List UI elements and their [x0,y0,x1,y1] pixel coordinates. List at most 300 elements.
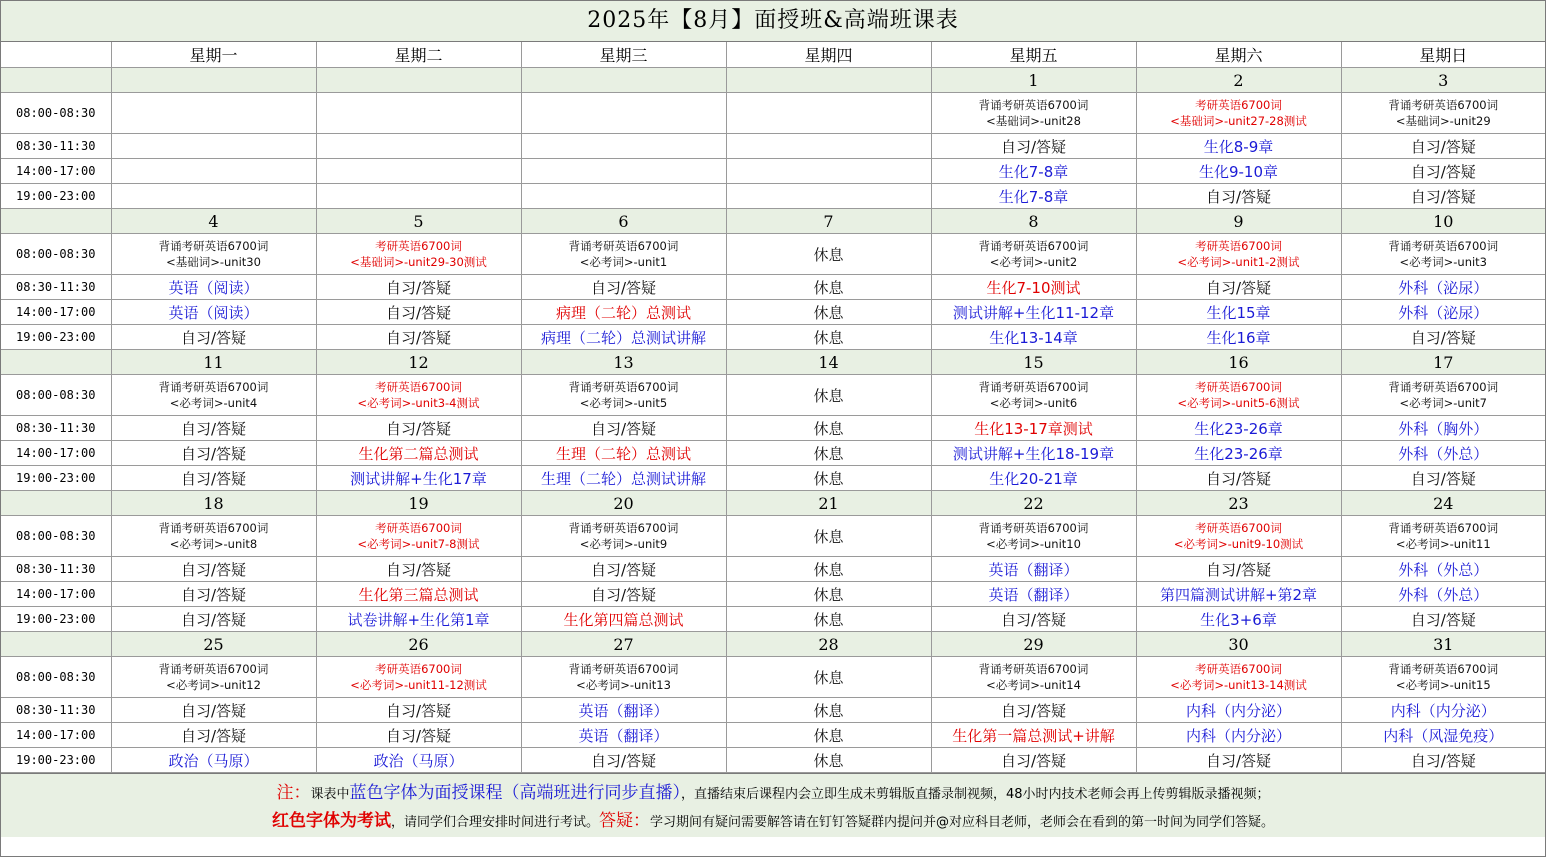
schedule-cell [521,184,726,209]
cell-line-title: 考研英语6700词 [1195,662,1282,676]
cell-line-sub: <必考词>-unit3-4测试 [357,396,480,410]
cell-text: 自习/答疑 [1410,162,1476,181]
note-label: 注： [276,783,311,803]
time-slot-row [1,159,1545,184]
weekday-header: 星期一 [111,42,316,68]
cell-text: 自习/答疑 [590,560,657,579]
cell-line-sub: <必考词>-unit2 [989,255,1078,269]
time-slot-label: 08:00-08:30 [1,234,111,275]
schedule-cell [726,557,931,582]
cell-text: 外科（胸外） [1398,419,1489,438]
schedule-cell [931,234,1136,275]
schedule-cell [931,275,1136,300]
cell-line-sub: <基础词>-unit30 [166,255,261,269]
schedule-cell [1136,275,1341,300]
corner-cell [1,42,111,68]
cell-line-title: 考研英语6700词 [375,239,462,253]
schedule-cell [111,93,316,134]
time-slot-row [1,234,1545,275]
schedule-cell [1136,159,1341,184]
cell-text: 自习/答疑 [180,701,247,720]
date-cell: 24 [1341,491,1545,516]
date-row [1,491,1545,516]
time-slot-row [1,416,1545,441]
schedule-cell [316,159,521,184]
cell-text: 英语（阅读） [168,278,259,297]
schedule-cell [931,582,1136,607]
schedule-cell [931,723,1136,748]
date-cell [726,68,931,93]
cell-line-title: 背诵考研英语6700词 [1388,98,1499,112]
cell-line-title: 考研英语6700词 [1195,380,1282,394]
schedule-cell [521,93,726,134]
cell-line-sub: <必考词>-unit14 [986,678,1081,692]
schedule-cell [111,416,316,441]
cell-text: 自习/答疑 [1205,560,1272,579]
time-slot-label: 14:00-17:00 [1,159,111,184]
schedule-cell [316,698,521,723]
schedule-cell [111,234,316,275]
schedule-table [1,42,1545,773]
date-cell: 10 [1341,209,1545,234]
cell-line-sub: <必考词>-unit7 [1399,396,1488,410]
cell-line-sub: <必考词>-unit13 [576,678,671,692]
date-cell: 29 [931,632,1136,657]
schedule-cell [316,723,521,748]
date-cell: 3 [1341,68,1545,93]
schedule-cell [726,275,931,300]
cell-line-sub: <必考词>-unit1 [579,255,668,269]
cell-line-sub: <必考词>-unit1-2测试 [1177,255,1300,269]
cell-line-sub: <必考词>-unit8 [169,537,258,551]
date-row [1,209,1545,234]
schedule-cell [726,723,931,748]
schedule-cell [1341,300,1545,325]
cell-text: 政治（马原） [168,751,259,770]
cell-text: 自习/答疑 [180,469,247,488]
schedule-cell [1136,557,1341,582]
cell-line-sub: <必考词>-unit5 [579,396,668,410]
time-slot-label: 08:30-11:30 [1,698,111,723]
cell-text: 英语（翻译） [988,560,1079,579]
cell-line-title: 考研英语6700词 [375,662,462,676]
schedule-cell [111,325,316,350]
schedule-cell [1136,375,1341,416]
schedule-cell [111,275,316,300]
cell-text: 生化第一篇总测试+讲解 [952,726,1115,745]
time-slot-row [1,557,1545,582]
schedule-cell [521,557,726,582]
cell-text: 试卷讲解+生化第1章 [347,610,490,629]
schedule-cell [1136,134,1341,159]
schedule-cell [1341,607,1545,632]
schedule-cell [726,441,931,466]
schedule-cell [316,234,521,275]
weekday-header: 星期二 [316,42,521,68]
schedule-cell [316,607,521,632]
note-red-legend: 红色字体为考试 [271,811,391,831]
schedule-cell [931,516,1136,557]
cell-text: 自习/答疑 [1410,610,1476,629]
cell-text: 休息 [813,386,844,405]
schedule-cell [726,416,931,441]
schedule-cell [931,748,1136,773]
schedule-cell [111,441,316,466]
cell-text: 休息 [813,245,844,264]
date-cell: 21 [726,491,931,516]
time-slot-label: 19:00-23:00 [1,466,111,491]
schedule-cell [1136,300,1341,325]
cell-line-title: 背诵考研英语6700词 [568,239,679,253]
cell-line-title: 背诵考研英语6700词 [1388,662,1499,676]
schedule-cell [111,657,316,698]
date-cell: 1 [931,68,1136,93]
schedule-cell [1341,698,1545,723]
date-cell: 30 [1136,632,1341,657]
schedule-cell [1136,748,1341,773]
cell-text: 自习/答疑 [1000,751,1067,770]
cell-text: 休息 [813,560,844,579]
cell-text: 自习/答疑 [180,610,247,629]
note-text-b: ，直播结束后课程内会立即生成未剪辑版直播录制视频，48小时内技术老师会再上传剪辑版录播视频； [680,787,1270,802]
cell-text: 内科（内分泌） [1185,701,1291,720]
cell-text: 自习/答疑 [590,585,657,604]
time-slot-label: 14:00-17:00 [1,441,111,466]
schedule-cell [726,748,931,773]
cell-text: 第四篇测试讲解+第2章 [1159,585,1318,604]
time-slot-label: 08:30-11:30 [1,275,111,300]
cell-line-sub: <必考词>-unit11 [1395,537,1491,551]
cell-text: 自习/答疑 [385,560,452,579]
time-slot-label: 19:00-23:00 [1,607,111,632]
cell-text: 外科（外总） [1398,444,1489,463]
cell-text: 生化8-9章 [1203,137,1274,156]
cell-text: 自习/答疑 [1000,137,1067,156]
cell-line-sub: <必考词>-unit9-10测试 [1173,537,1304,551]
date-cell: 28 [726,632,931,657]
schedule-cell [111,607,316,632]
cell-text: 英语（翻译） [578,726,669,745]
cell-text: 英语（翻译） [988,585,1079,604]
schedule-cell [1341,375,1545,416]
schedule-cell [521,466,726,491]
date-cell [316,68,521,93]
cell-line-sub: <必考词>-unit4 [169,396,258,410]
date-cell: 16 [1136,350,1341,375]
cell-text: 生化第四篇总测试 [563,610,684,629]
schedule-cell [1136,516,1341,557]
date-cell [521,68,726,93]
schedule-cell [1341,184,1545,209]
cell-text: 生化9-10章 [1198,162,1279,181]
time-slot-row [1,275,1545,300]
time-slot-label: 14:00-17:00 [1,723,111,748]
cell-line-sub: <必考词>-unit9 [579,537,668,551]
schedule-cell [316,516,521,557]
cell-line-sub: <必考词>-unit10 [986,537,1081,551]
schedule-cell [726,234,931,275]
cell-text: 外科（外总） [1398,585,1489,604]
date-cell: 18 [111,491,316,516]
cell-text: 休息 [813,726,844,745]
schedule-cell [521,275,726,300]
schedule-cell [931,325,1136,350]
cell-line-title: 背诵考研英语6700词 [1388,380,1499,394]
date-cell: 7 [726,209,931,234]
schedule-cell [726,325,931,350]
cell-text: 测试讲解+生化17章 [350,469,487,488]
cell-line-title: 背诵考研英语6700词 [1388,239,1499,253]
schedule-cell [931,134,1136,159]
schedule-cell [521,723,726,748]
weekday-header: 星期四 [726,42,931,68]
schedule-cell [111,698,316,723]
cell-line-title: 背诵考研英语6700词 [978,662,1089,676]
cell-line-title: 背诵考研英语6700词 [568,521,679,535]
date-cell: 19 [316,491,521,516]
schedule-cell [726,159,931,184]
cell-text: 休息 [813,444,844,463]
schedule-cell [1136,234,1341,275]
cell-text: 生化23-26章 [1194,419,1283,438]
time-slot-label: 19:00-23:00 [1,325,111,350]
cell-text: 休息 [813,585,844,604]
cell-line-title: 考研英语6700词 [1195,98,1282,112]
schedule-cell [1341,582,1545,607]
time-slot-label: 19:00-23:00 [1,748,111,773]
cell-text: 自习/答疑 [180,444,247,463]
schedule-cell [931,184,1136,209]
schedule-cell [521,134,726,159]
schedule-cell [316,657,521,698]
schedule-cell [111,300,316,325]
cell-line-title: 背诵考研英语6700词 [158,662,269,676]
schedule-cell [316,441,521,466]
cell-line-title: 背诵考研英语6700词 [978,521,1089,535]
schedule-cell [931,607,1136,632]
time-slot-row [1,134,1545,159]
date-row [1,350,1545,375]
schedule-cell [1136,607,1341,632]
cell-text: 英语（翻译） [578,701,669,720]
schedule-cell [1341,557,1545,582]
schedule-cell [1341,234,1545,275]
notes-line-2 [1,808,1545,836]
schedule-cell [1136,723,1341,748]
schedule-cell [521,657,726,698]
cell-text: 生化7-8章 [998,187,1069,206]
cell-line-sub: <基础词>-unit28 [986,114,1081,128]
schedule-cell [931,375,1136,416]
cell-line-sub: <必考词>-unit5-6测试 [1177,396,1300,410]
cell-text: 休息 [813,278,844,297]
cell-text: 内科（内分泌） [1185,726,1291,745]
schedule-cell [726,93,931,134]
cell-line-title: 背诵考研英语6700词 [568,380,679,394]
weekday-header: 星期六 [1136,42,1341,68]
schedule-cell [1341,466,1545,491]
cell-text: 自习/答疑 [590,278,657,297]
cell-text: 休息 [813,751,844,770]
weekday-header: 星期五 [931,42,1136,68]
schedule-cell [316,748,521,773]
schedule-cell [521,748,726,773]
time-slot-label: 08:00-08:30 [1,93,111,134]
cell-text: 自习/答疑 [385,303,452,322]
cell-line-sub: <必考词>-unit7-8测试 [357,537,480,551]
schedule-cell [316,275,521,300]
schedule-cell [111,557,316,582]
notes-line-1 [1,780,1545,808]
schedule-cell [521,516,726,557]
time-slot-label: 08:00-08:30 [1,516,111,557]
schedule-cell [726,607,931,632]
schedule-cell [931,93,1136,134]
schedule-cell [931,657,1136,698]
date-cell: 14 [726,350,931,375]
cell-text: 自习/答疑 [590,751,657,770]
cell-text: 自习/答疑 [385,419,452,438]
schedule-cell [521,300,726,325]
schedule-cell [726,698,931,723]
time-slot-label: 08:30-11:30 [1,557,111,582]
time-slot-row [1,325,1545,350]
cell-text: 自习/答疑 [180,726,247,745]
schedule-cell [1341,159,1545,184]
schedule-cell [931,698,1136,723]
schedule-cell [1341,134,1545,159]
schedule-cell [1136,93,1341,134]
time-slot-row [1,723,1545,748]
cell-line-title: 考研英语6700词 [1195,521,1282,535]
note-text-d: 学习期间有疑问需要解答请在钉钉答疑群内提问并@对应科目老师，老师会在看到的第一时间为同学们答疑。 [650,815,1275,830]
schedule-cell [1341,93,1545,134]
schedule-cell [1341,416,1545,441]
cell-text: 自习/答疑 [590,419,657,438]
cell-line-title: 背诵考研英语6700词 [1388,521,1499,535]
cell-text: 生化20-21章 [989,469,1078,488]
schedule-cell [111,582,316,607]
date-row-corner [1,68,111,93]
schedule-cell [1341,748,1545,773]
schedule-cell [316,134,521,159]
cell-text: 自习/答疑 [385,328,452,347]
date-cell: 17 [1341,350,1545,375]
cell-line-title: 背诵考研英语6700词 [978,98,1089,112]
cell-text: 自习/答疑 [1410,751,1476,770]
schedule-cell [111,134,316,159]
schedule-cell [726,300,931,325]
date-cell: 15 [931,350,1136,375]
cell-line-title: 背诵考研英语6700词 [978,380,1089,394]
date-cell: 2 [1136,68,1341,93]
schedule-cell [521,607,726,632]
time-slot-row [1,698,1545,723]
cell-text: 自习/答疑 [1410,187,1476,206]
schedule-cell [316,93,521,134]
date-cell: 20 [521,491,726,516]
schedule-cell [1136,466,1341,491]
cell-text: 测试讲解+生化18-19章 [952,444,1115,463]
cell-text: 生化第三篇总测试 [358,585,479,604]
cell-text: 自习/答疑 [180,328,247,347]
time-slot-label: 08:00-08:30 [1,657,111,698]
cell-text: 生化7-8章 [998,162,1069,181]
date-cell: 26 [316,632,521,657]
schedule-cell [316,375,521,416]
time-slot-label: 19:00-23:00 [1,184,111,209]
cell-text: 自习/答疑 [385,726,452,745]
date-cell: 11 [111,350,316,375]
cell-line-sub: <基础词>-unit27-28测试 [1170,114,1307,128]
weekday-header: 星期日 [1341,42,1545,68]
schedule-cell [931,466,1136,491]
time-slot-row [1,748,1545,773]
date-cell: 6 [521,209,726,234]
date-cell: 27 [521,632,726,657]
cell-text: 自习/答疑 [180,560,247,579]
cell-text: 休息 [813,303,844,322]
schedule-cell [111,159,316,184]
date-cell: 8 [931,209,1136,234]
schedule-cell [316,325,521,350]
schedule-cell [1341,657,1545,698]
time-slot-row [1,582,1545,607]
cell-text: 自习/答疑 [1410,328,1476,347]
cell-text: 外科（泌尿） [1398,278,1489,297]
cell-line-title: 考研英语6700词 [375,521,462,535]
schedule-cell [111,375,316,416]
time-slot-row [1,657,1545,698]
cell-text: 自习/答疑 [1000,701,1067,720]
cell-text: 内科（内分泌） [1390,701,1496,720]
date-cell: 9 [1136,209,1341,234]
time-slot-row [1,466,1545,491]
schedule-cell [521,234,726,275]
cell-line-title: 背诵考研英语6700词 [158,521,269,535]
cell-text: 英语（阅读） [168,303,259,322]
schedule-cell [1136,184,1341,209]
cell-line-sub: <必考词>-unit13-14测试 [1170,678,1307,692]
cell-text: 生理（二轮）总测试 [555,444,691,463]
cell-text: 自习/答疑 [180,419,247,438]
schedule-cell [1136,582,1341,607]
schedule-cell [1136,416,1341,441]
cell-line-sub: <必考词>-unit6 [989,396,1078,410]
date-row-corner [1,632,111,657]
schedule-cell [1136,325,1341,350]
schedule-cell [521,325,726,350]
note-text-c: ，请同学们合理安排时间进行考试。 [390,815,599,830]
cell-text: 生化13-17章测试 [974,419,1093,438]
schedule-cell [111,748,316,773]
date-cell: 23 [1136,491,1341,516]
time-slot-label: 14:00-17:00 [1,582,111,607]
schedule-cell [111,184,316,209]
cell-text: 外科（泌尿） [1398,303,1489,322]
schedule-cell [1341,516,1545,557]
schedule-cell [931,300,1136,325]
qa-label: 答疑： [599,811,650,831]
schedule-cell [316,416,521,441]
cell-text: 自习/答疑 [385,701,452,720]
schedule-cell [521,441,726,466]
cell-text: 休息 [813,701,844,720]
cell-text: 病理（二轮）总测试讲解 [540,328,706,347]
schedule-cell [316,582,521,607]
schedule-cell [111,723,316,748]
schedule-cell [726,184,931,209]
